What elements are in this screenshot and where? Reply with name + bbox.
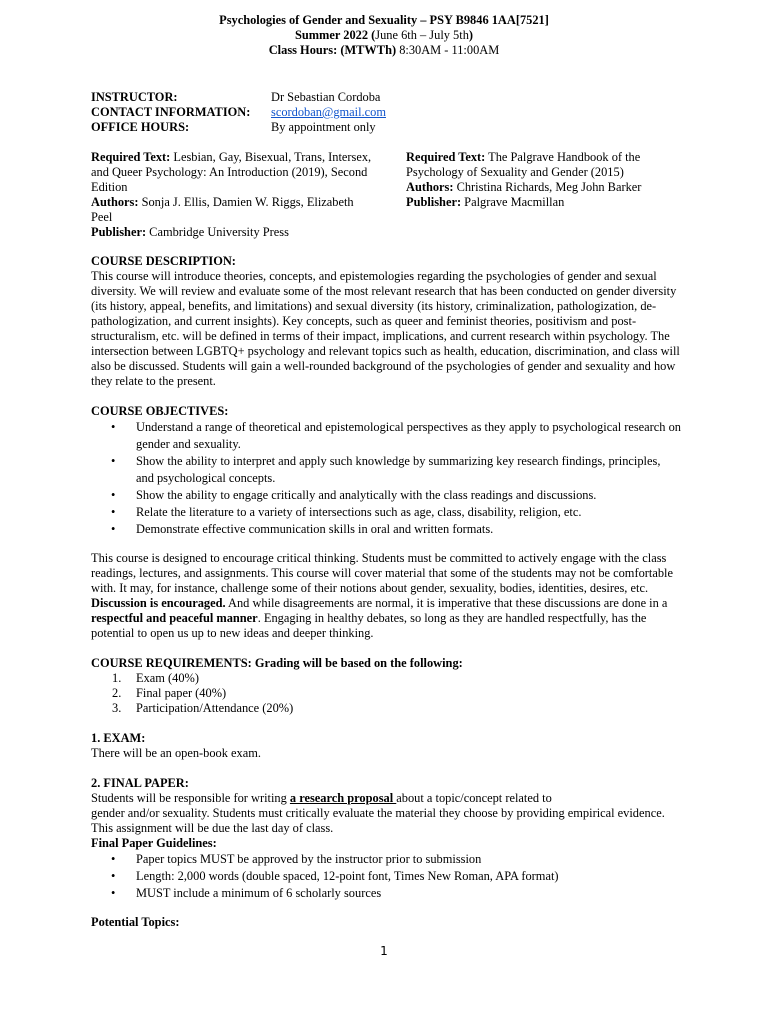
objective-item: • Show the ability to engage critically and analytically with the class readings and discussions. xyxy=(91,487,681,504)
instructor-name: Dr Sebastian Cordoba xyxy=(271,90,381,104)
objective-item: • Relate the literature to a variety of intersections such as age, class, disability, religion, etc. xyxy=(91,504,681,521)
guideline-item: • Length: 2,000 words (double spaced, 12-point font, Times New Roman, APA format) xyxy=(91,868,681,885)
requirement-item: 1. Exam (40%) xyxy=(112,671,199,685)
page-number: 1 xyxy=(380,944,388,958)
required-text-publisher: Publisher: Cambridge University Press xyxy=(91,225,289,239)
objective-item: • Understand a range of theoretical and epistemological perspectives as they apply to psychological research on gender and sexuality. xyxy=(91,419,681,453)
office-hours-label: OFFICE HOURS: xyxy=(91,120,190,134)
final-paper-intro: Students will be responsible for writing a research proposal about a topic/concept related to xyxy=(91,791,552,805)
guideline-item: • MUST include a minimum of 6 scholarly sources xyxy=(91,885,681,902)
course-title: Psychologies of Gender and Sexuality – PSY B9846 1AA[7521] xyxy=(219,13,549,27)
objective-item: • Demonstrate effective communication skills in oral and written formats. xyxy=(91,521,681,538)
document-header xyxy=(0,13,768,58)
course-description-body: This course will introduce theories, concepts, and epistemologies regarding the psychologies of gender and sexual diversity. We will review and evaluate some of the most relevant research that has been conducted on gender diversity (its history, appeal, benefits, and limitations) and sexual diversity (its history, criminalization, pathologization, de-pathologization, and current insights). Key concepts, such as queer and feminist theories, positivism and post-structuralism, etc. will be defined in terms of their impact, implications, and current research within psychology. The intersection between LGBTQ+ psychology and relevant topics such as health, education, discrimination, and class will also be discussed. Students will gain a well-rounded background of the psychologies of gender and sexuality and how they relate to the present. xyxy=(91,269,680,388)
required-text-title: Required Text: The Palgrave Handbook of the Psychology of Sexuality and Gender (2015) xyxy=(406,150,641,179)
required-text-publisher: Publisher: Palgrave Macmillan xyxy=(406,195,565,209)
required-text-left xyxy=(91,150,376,240)
class-hours-line: Class Hours: (MTWTh) 8:30AM - 11:00AM xyxy=(268,43,500,57)
paper-guidelines-heading: Final Paper Guidelines: xyxy=(91,836,217,850)
required-text-authors: Authors: Christina Richards, Meg John Barker xyxy=(406,180,642,194)
requirement-item: 3. Participation/Attendance (20%) xyxy=(112,701,294,715)
research-proposal-emphasis: a research proposal xyxy=(289,791,397,805)
syllabus-body xyxy=(91,254,681,930)
objectives-list xyxy=(91,419,681,538)
required-text-title: Required Text: Lesbian, Gay, Bisexual, Trans, Intersex, and Queer Psychology: An Introduction (2019), Second Edition xyxy=(91,150,372,194)
critical-thinking-paragraph: This course is designed to encourage critical thinking. Students must be committed to actively engage with the class readings, lectures, and assignments. This course will cover material that some of the students may not be comfortable with. It may, for instance, challenge some of their notions about gender, sexuality, bodies, identities, desires, etc. Discussion is encouraged. And while disagreements are normal, it is imperative that these discussions are done in a respectful and peaceful manner. Engaging in healthy debates, so long as they are handled respectfully, has the potential to open us up to new ideas and deeper thinking. xyxy=(91,551,673,640)
potential-topics-heading: Potential Topics: xyxy=(91,915,180,929)
required-text-authors: Authors: Sonja J. Ellis, Damien W. Riggs, Elizabeth Peel xyxy=(91,195,354,224)
course-objectives-heading: COURSE OBJECTIVES: xyxy=(91,404,229,418)
contact-label: CONTACT INFORMATION: xyxy=(91,105,251,119)
final-paper-due: This assignment will be due the last day of class. xyxy=(91,821,334,835)
guideline-item: • Paper topics MUST be approved by the instructor prior to submission xyxy=(91,851,681,868)
term-line: Summer 2022 (June 6th – July 5th) xyxy=(294,28,474,42)
requirements-list xyxy=(91,671,681,716)
exam-heading: 1. EXAM: xyxy=(91,731,146,745)
objective-item: • Show the ability to interpret and apply such knowledge by summarizing key research findings, principles, and psychological concepts. xyxy=(91,453,681,487)
exam-body: There will be an open-book exam. xyxy=(91,746,261,760)
instructor-label: INSTRUCTOR: xyxy=(91,90,178,104)
contact-email-link[interactable]: scordoban@gmail.com xyxy=(271,105,386,119)
required-text-right xyxy=(406,150,676,210)
guidelines-list xyxy=(91,851,681,902)
final-paper-line: gender and/or sexuality. Students must critically evaluate the material they choose by providing empirical evidence. xyxy=(91,806,665,820)
requirement-item: 2. Final paper (40%) xyxy=(112,686,227,700)
course-description-heading: COURSE DESCRIPTION: xyxy=(91,254,236,268)
course-requirements-heading: COURSE REQUIREMENTS: Grading will be based on the following: xyxy=(91,656,463,670)
final-paper-heading: 2. FINAL PAPER: xyxy=(91,776,189,790)
office-hours-value: By appointment only xyxy=(271,120,376,134)
